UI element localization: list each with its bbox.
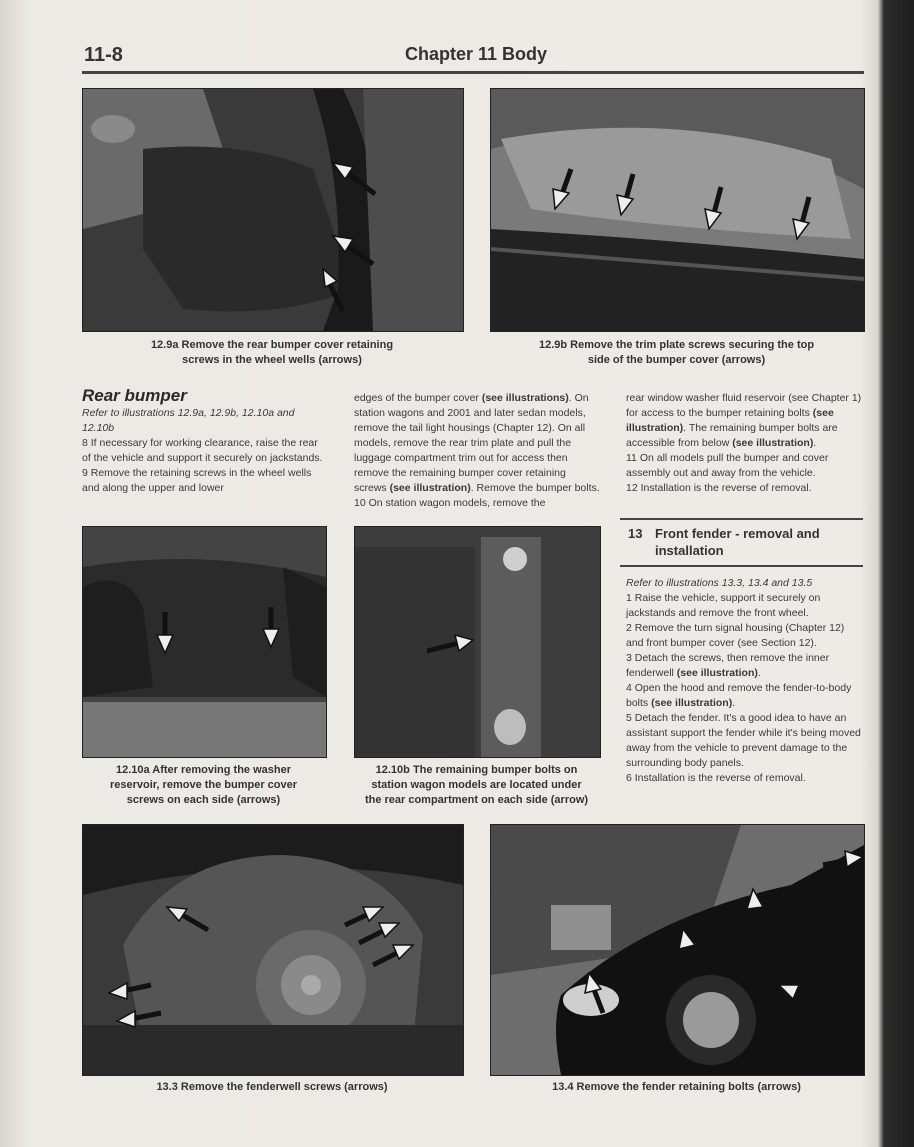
section-heading-rear-bumper: Rear bumper [82, 386, 187, 405]
caption-12-10b: 12.10b The remaining bumper bolts on station wagon models are located under the rear compartment on each side (arrow) [364, 764, 589, 806]
page-number: 11-8 [84, 44, 123, 66]
manual-page: 11-8 Chapter 11 Body 12.9a Remove the rear bumper cover retaining screws in the wheel wells (arrows) 12.9b Remove the trim plate screws securing the top side of the bumper cover (arrows) Rear bumper Refer to illustrations 12.9a, 12.9b, 12.10a and 12.10b 8 If necessary for working clearance, raise the rear of the vehicle and support it securely on jackstands. 9 Remove the retaining screws in the wheel wells and along the upper and lower edges of the bumper cover (see illustrations). On station wagons and 2001 and later sedan models, remove the tail light housings (Chapter 12). On all models, remove the rear trim plate and pull the luggage compartment trim out for access then remove the remaining bumper cover retaining screws (see illustration). Remove the bumper bolts. 10 On station wagon models, remove the rear window washer fluid reservoir (see Chapter 1) for access to the bumper retaining bolts (see illustration). The remaining bumper bolts are accessible from below (see illustration). 11 On all models pull the bumper and cover assembly out and away from the vehicle. 12 Installation is the reverse of removal. 13 Front fender - removal and installation Refer to illustrations 13.3, 13.4 and 13.5 1 Raise the vehicle, support it securely on jackstands and remove the front wheel. 2 Remove the turn signal housing (Chapter 12) and front bumper cover (see Section 12). 3 Detach the screws, then remove the inner fenderwell (see illustration). 4 Open the hood and remove the fender-to-body bolts (see illustration). 5 Detach the fender. It's a good idea to have an assistant support the fender while it's being moved away from the vehicle to prevent damage to the surrounding body panels. 6 Installation is the reverse of removal. 12.10a After removing the washer reservoir, remove the bumper cover screws on each side (arrows) 12.10b The remaining bumper bolts on station wagon models are located under the rear compartment on each side (arrow) 13.3 Remove the fenderwell screws (arrows) 13.4 Remove the fender retaining bolts (arrows) [0, 0, 914, 1147]
photo-12-9b [490, 88, 865, 332]
photo-12-10b [354, 526, 601, 758]
photo-12-9a [82, 88, 464, 332]
column-2-text: edges of the bumper cover (see illustrations). On station wagons and 2001 and later sedan models, remove the tail light housings (Chapter 12). On all models, remove the rear trim plate and pull the luggage compartment trim out for access then remove the remaining bumper cover retaining screws (see illustration). Remove the bumper bolts. 10 On station wagon models, remove the [354, 392, 600, 509]
paragraph-8: 8 If necessary for working clearance, raise the rear of the vehicle and support it securely on jackstands. [82, 437, 323, 464]
section-rule-bottom [620, 565, 863, 567]
paragraph-11: 11 On all models pull the bumper and cover assembly out and away from the vehicle. [626, 452, 829, 479]
column-3-text: rear window washer fluid reservoir (see Chapter 1) for access to the bumper retaining bolts (see illustration). The remaining bumper bolts are accessible from below (see illustration). 11 On all models pull the bumper and cover assembly out and away from the vehicle. 12 Installation is the reverse of removal. [626, 391, 864, 496]
paragraph-10: 10 On station wagon models, remove the [354, 497, 546, 509]
caption-12-10a: 12.10a After removing the washer reservoir, remove the bumper cover screws on each side (arrows) [109, 764, 298, 806]
chapter-title: Chapter 11 Body [405, 44, 548, 64]
header-rule [82, 71, 864, 74]
column-1-text [82, 406, 328, 496]
paragraph-12: 12 Installation is the reverse of removal. [626, 482, 812, 494]
photo-13-4 [490, 824, 865, 1076]
photo-13-3 [82, 824, 464, 1076]
section-rule-top [620, 518, 863, 520]
caption-13-3: 13.3 Remove the fenderwell screws (arrows) [156, 1081, 388, 1093]
caption-12-9a: 12.9a Remove the rear bumper cover retaining screws in the wheel wells (arrows) [150, 339, 394, 366]
refer-illustrations: Refer to illustrations 12.9a, 12.9b, 12.10a and 12.10b [82, 407, 295, 434]
photo-12-10a [82, 526, 327, 758]
caption-12-9b: 12.9b Remove the trim plate screws securing the top side of the bumper cover (arrows) [538, 339, 815, 366]
paragraph-9: 9 Remove the retaining screws in the wheel wells and along the upper and lower [82, 467, 312, 494]
caption-13-4: 13.4 Remove the fender retaining bolts (arrows) [552, 1081, 801, 1093]
column-3-fender-text: Refer to illustrations 13.3, 13.4 and 13.5 1 Raise the vehicle, support it securely on jackstands and remove the front wheel. 2 Remove the turn signal housing (Chapter 12) and front bumper cover (see Section 12). 3 Detach the screws, then remove the inner fenderwell (see illustration). 4 Open the hood and remove the fender-to-body bolts (see illustration). 5 Detach the fender. It's a good idea to have an assistant support the fender while it's being moved away from the vehicle to prevent damage to the surrounding body panels. 6 Installation is the reverse of removal. [626, 577, 861, 784]
